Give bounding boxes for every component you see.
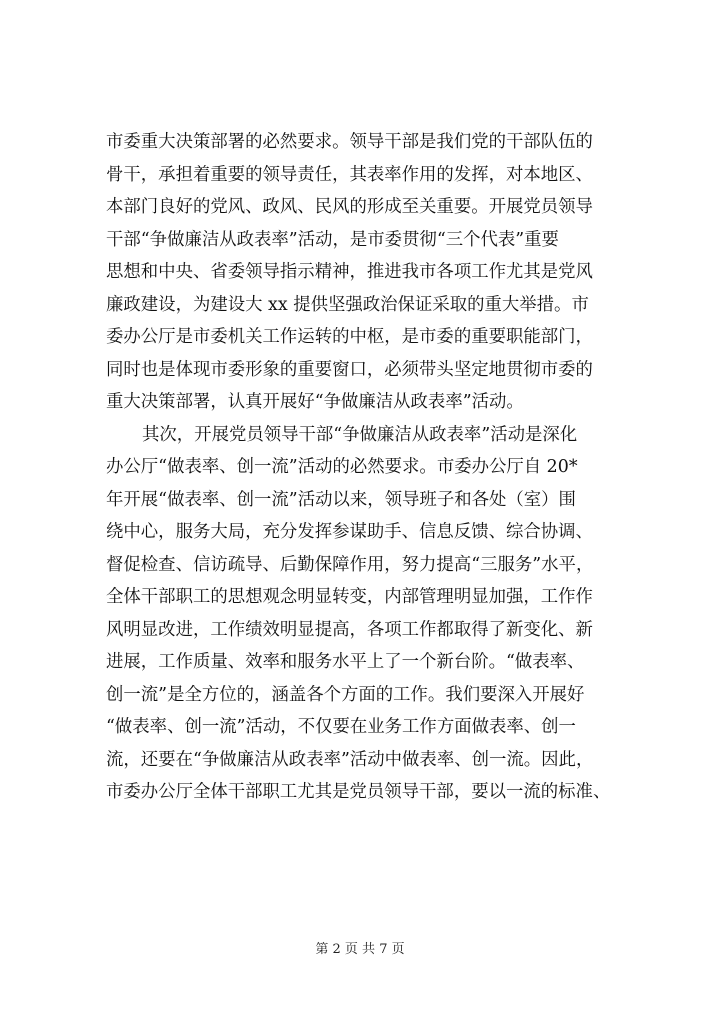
text-line: 骨干，承担着重要的领导责任，其表率作用的发挥，对本地区、 xyxy=(106,164,593,185)
text-line: 其次，开展党员领导干部“争做廉洁从政表率”活动是深化 xyxy=(142,424,578,445)
text-line: 廉政建设，为建设大 xx 提供坚强政治保证采取的重大举措。市 xyxy=(106,294,589,315)
text-line: 绕中心，服务大局，充分发挥参谋助手、信息反馈、综合协调、 xyxy=(106,522,593,542)
text-line: 市委重大决策部署的必然要求。领导干部是我们党的干部队伍的 xyxy=(106,132,593,152)
text-line: 干部“争做廉洁从政表率”活动，是市委贯彻“三个代表”重要 xyxy=(106,229,559,250)
text-line: 年开展“做表率、创一流”活动以来，领导班子和各处（室）围 xyxy=(106,489,576,510)
text-line: 办公厅“做表率、创一流”活动的必然要求。市委办公厅自 20* xyxy=(106,457,578,477)
text-line: 重大决策部署，认真开展好“争做廉洁从政表率”活动。 xyxy=(106,392,524,412)
text-line: 全体干部职工的思想观念明显转变，内部管理明显加强，工作作 xyxy=(106,587,593,607)
text-line: 督促检查、信访疏导、后勤保障作用，努力提高“三服务”水平， xyxy=(106,554,594,575)
document-body xyxy=(106,126,626,809)
page-footer: 第 2 页 共 7 页 xyxy=(315,942,405,957)
paragraph xyxy=(106,126,626,419)
text-line: 同时也是体现市委形象的重要窗口，必须带头坚定地贯彻市委的 xyxy=(106,359,593,380)
text-line: 思想和中央、省委领导指示精神，推进我市各项工作尤其是党风 xyxy=(106,262,593,282)
text-line: 本部门良好的党风、政风、民风的形成至关重要。开展党员领导 xyxy=(106,197,593,217)
text-line: 市委办公厅全体干部职工尤其是党员领导干部，要以一流的标准、 xyxy=(106,782,611,802)
text-line: “做表率、创一流”活动，不仅要在业务工作方面做表率、创一 xyxy=(106,717,576,737)
text-line: 创一流”是全方位的，涵盖各个方面的工作。我们要深入开展好 xyxy=(106,684,585,705)
text-line: 进展，工作质量、效率和服务水平上了一个新台阶。“做表率、 xyxy=(106,652,585,672)
text-line: 风明显改进，工作绩效明显提高，各项工作都取得了新变化、新 xyxy=(106,619,593,640)
paragraph xyxy=(106,419,626,809)
text-line: 流，还要在“争做廉洁从政表率”活动中做表率、创一流。因此， xyxy=(106,749,594,770)
text-line: 委办公厅是市委机关工作运转的中枢，是市委的重要职能部门， xyxy=(106,327,593,347)
